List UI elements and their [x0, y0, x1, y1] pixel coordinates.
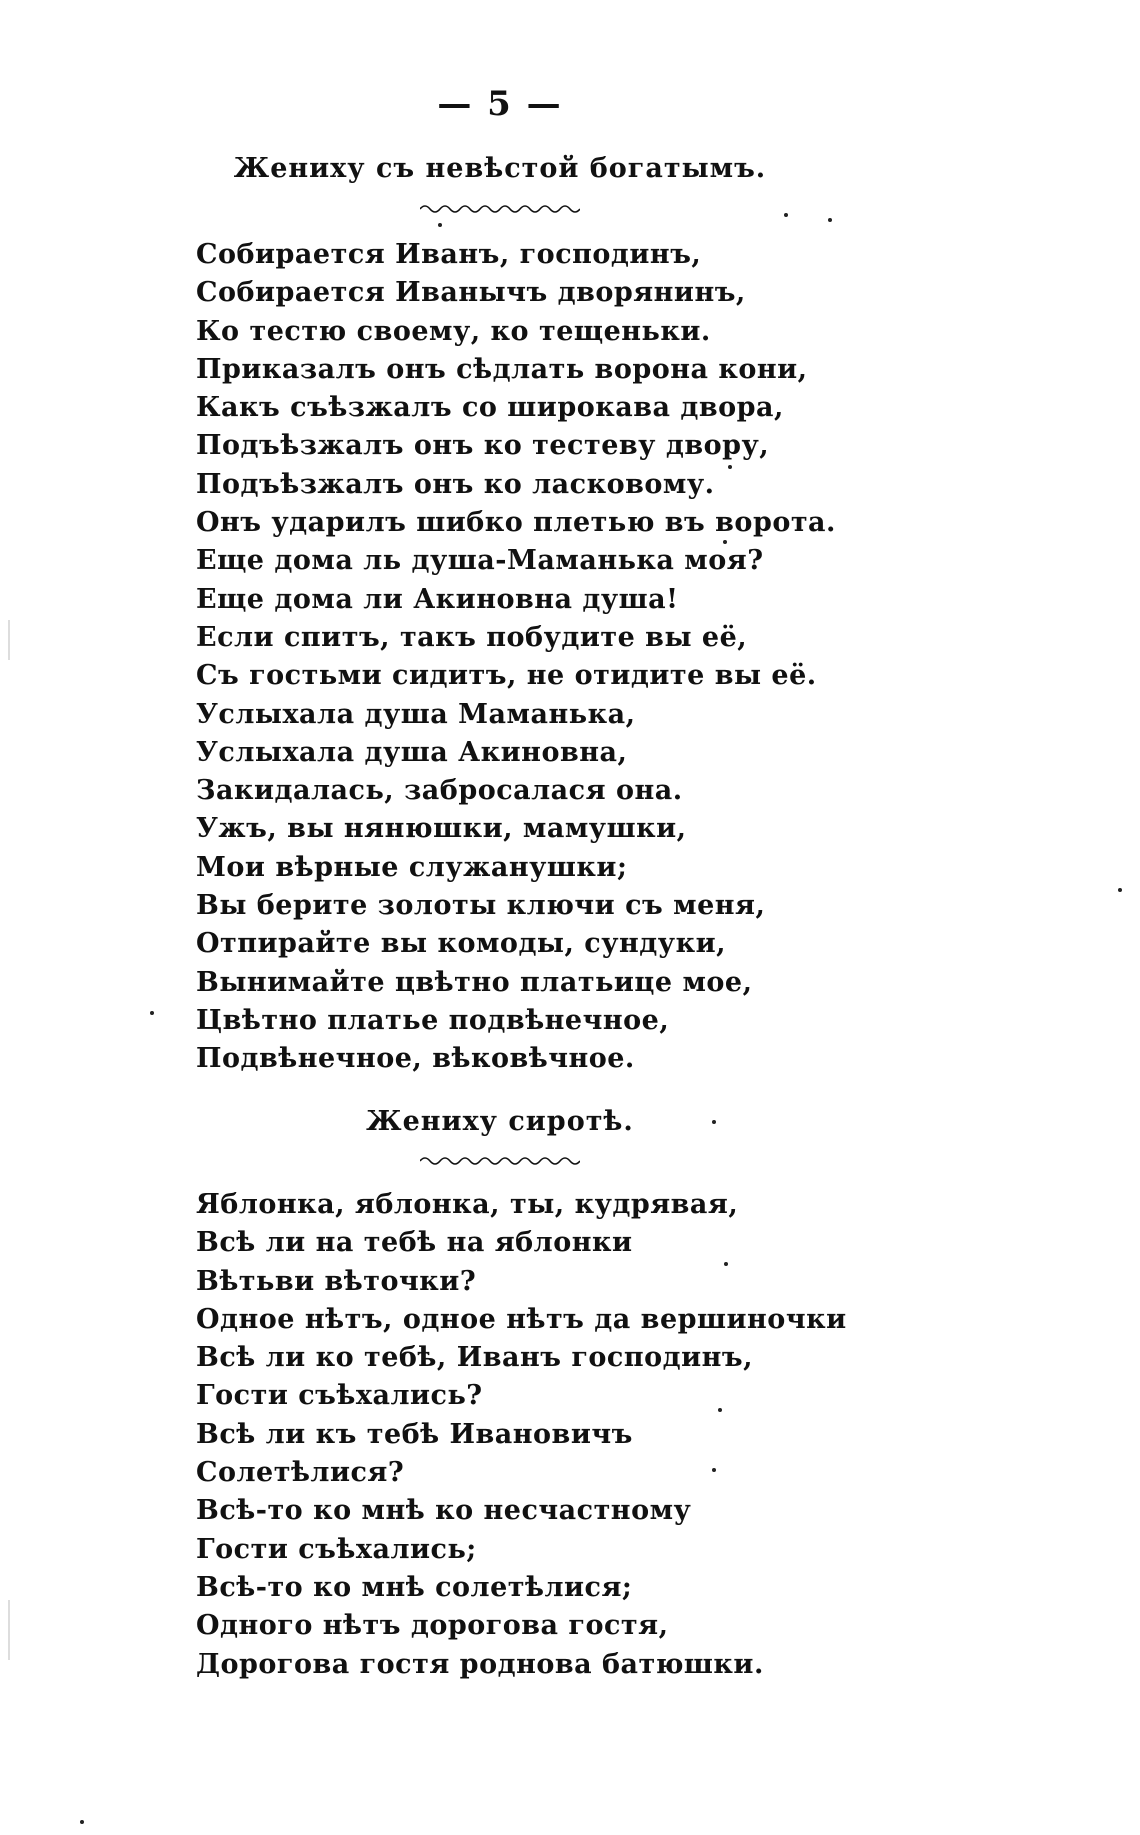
scan-speck: [712, 1120, 716, 1124]
poem-line: Дорогова гостя роднова батюшки.: [196, 1648, 764, 1680]
wavy-divider-2: [420, 1155, 580, 1167]
poem-line: Всѣ ли къ тебѣ Ивановичъ: [196, 1418, 633, 1450]
poem-line: Ко тестю своему, ко тещеньки.: [196, 315, 711, 347]
scan-speck: [718, 1408, 722, 1412]
section-title-1: Жениху съ невѣстой богатымъ.: [233, 153, 767, 184]
poem-line: Солетѣлися?: [196, 1457, 405, 1489]
scan-speck: [150, 1011, 154, 1015]
scan-edge: [8, 1600, 10, 1660]
poem-line: Цвѣтно платье подвѣнечное,: [196, 1004, 670, 1036]
scan-speck: [723, 540, 727, 544]
scan-speck: [80, 1820, 84, 1824]
poem-line: Съ гостьми сидитъ, не отидите вы её.: [196, 660, 817, 692]
scan-speck: [728, 465, 732, 469]
poem-line: Ужъ, вы нянюшки, мамушки,: [196, 813, 687, 845]
poem-line: Одного нѣтъ дорогова гостя,: [196, 1610, 669, 1642]
poem-line: Мои вѣрные служанушки;: [196, 851, 628, 883]
poem-line: Гости съѣхались;: [196, 1533, 477, 1565]
poem-line: Одное нѣтъ, одное нѣтъ да вершиночки: [196, 1303, 847, 1335]
poem-line: Приказалъ онъ сѣдлать ворона кони,: [196, 353, 808, 385]
poem-line: Вѣтьви вѣточки?: [196, 1265, 477, 1297]
scan-edge: [8, 620, 10, 660]
poem-1: [196, 236, 836, 1079]
poem-line: Подвѣнечное, вѣковѣчное.: [196, 1043, 635, 1075]
poem-2: [196, 1186, 847, 1684]
page-number: — 5 —: [437, 84, 563, 124]
poem-line: Всѣ-то ко мнѣ солетѣлися;: [196, 1571, 633, 1603]
wavy-divider-1: [420, 203, 580, 215]
poem-line: Яблонка, яблонка, ты, кудрявая,: [196, 1189, 739, 1220]
poem-line: Всѣ ли на тебѣ на яблонки: [196, 1227, 633, 1259]
scan-speck: [712, 1468, 716, 1472]
poem-line: Собирается Иванычъ дворянинъ,: [196, 277, 746, 309]
scan-speck: [1118, 888, 1122, 892]
poem-line: Если спитъ, такъ побудите вы её,: [196, 621, 748, 653]
poem-line: Вы берите золоты ключи съ меня,: [196, 890, 766, 922]
poem-line: Услыхала душа Акиновна,: [196, 736, 628, 768]
poem-line: Гости съѣхались?: [196, 1380, 483, 1412]
scan-speck: [828, 218, 832, 222]
scan-speck: [724, 1262, 728, 1266]
scan-speck: [438, 223, 442, 227]
poem-line: Закидалась, забросалася она.: [196, 775, 683, 807]
poem-line: Подъѣзжалъ онъ ко тестеву двору,: [196, 430, 770, 462]
poem-line: Собирается Иванъ, господинъ,: [196, 239, 702, 270]
poem-line: Какъ съѣзжалъ со широкава двора,: [196, 392, 784, 424]
poem-line: Всѣ-то ко мнѣ ко несчастному: [196, 1495, 692, 1527]
poem-line: Услыхала душа Маманька,: [196, 698, 636, 730]
poem-line: Онъ ударилъ шибко плетью въ ворота.: [196, 507, 836, 539]
poem-line: Отпирайте вы комоды, сундуки,: [196, 928, 726, 960]
poem-line: Всѣ ли ко тебѣ, Иванъ господинъ,: [196, 1342, 754, 1374]
section-title-2: Жениху сиротѣ.: [366, 1106, 634, 1137]
poem-line: Еще дома ль душа-Маманька моя?: [196, 545, 764, 577]
scan-speck: [784, 213, 788, 217]
poem-line: Подъѣзжалъ онъ ко ласковому.: [196, 468, 715, 500]
poem-line: Еще дома ли Акиновна душа!: [196, 583, 679, 615]
poem-line: Вынимайте цвѣтно платьице мое,: [196, 966, 753, 998]
